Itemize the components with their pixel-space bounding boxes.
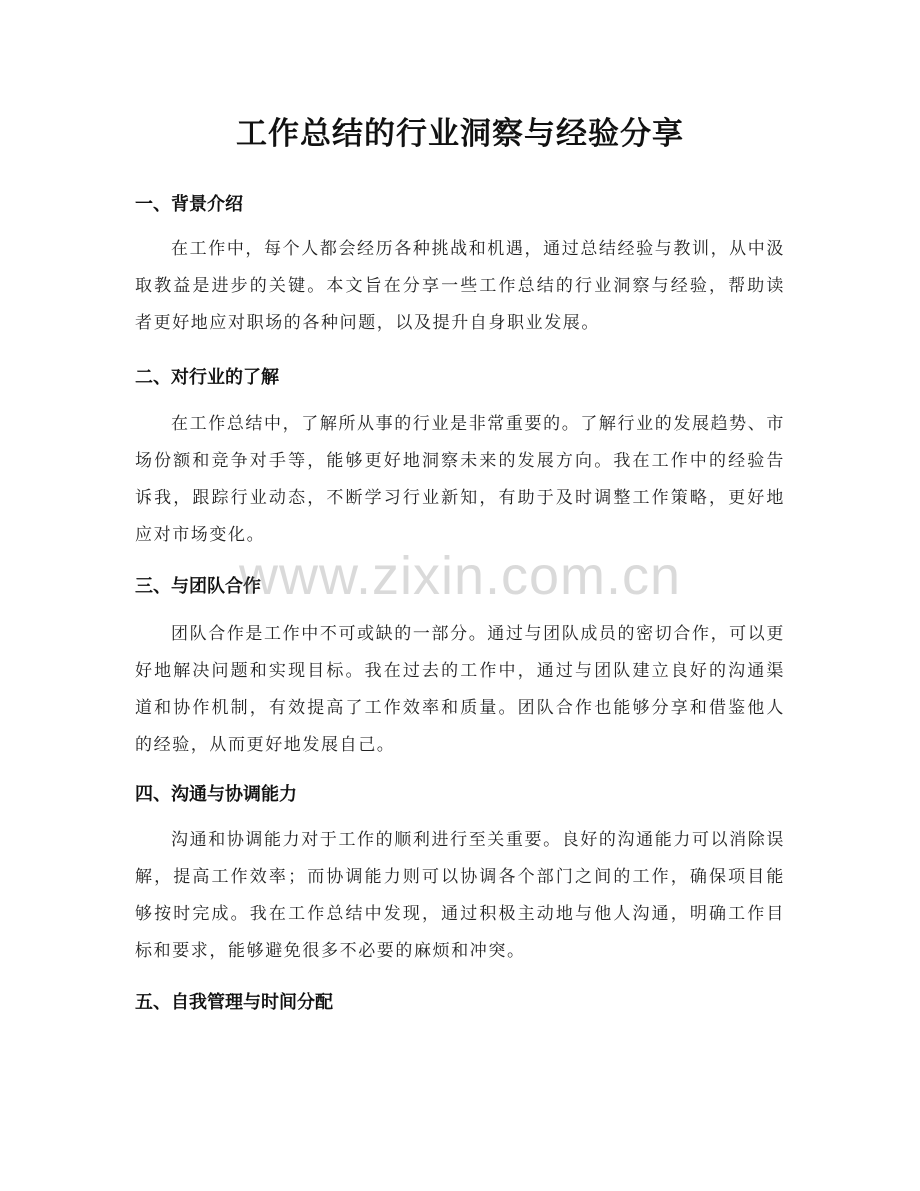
section-heading-self-management: 五、自我管理与时间分配: [135, 992, 333, 1013]
section-paragraph-background: 在工作中，每个人都会经历各种挑战和机遇，通过总结经验与教训，从中汲取教益是进步的关键。本文旨在分享一些工作总结的行业洞察与经验，帮助读者更好地应对职场的各种问题，以及提升自身职业发展。: [135, 239, 785, 333]
section-paragraph-communication: 沟通和协调能力对于工作的顺利进行至关重要。良好的沟通能力可以消除误解，提高工作效率；而协调能力则可以协调各个部门之间的工作，确保项目能够按时完成。我在工作总结中发现，通过积极主动地与他人沟通，明确工作目标和要求，能够避免很多不必要的麻烦和冲突。: [135, 830, 785, 961]
section-heading-background: 一、背景介绍: [135, 194, 243, 215]
section-paragraph-industry: 在工作总结中，了解所从事的行业是非常重要的。了解行业的发展趋势、市场份额和竞争对手等，能够更好地洞察未来的发展方向。我在工作中的经验告诉我，跟踪行业动态，不断学习行业新知，有助于及时调整工作策略，更好地应对市场变化。: [135, 414, 785, 545]
section-heading-industry: 二、对行业的了解: [135, 367, 279, 388]
section-heading-communication: 四、沟通与协调能力: [135, 784, 297, 805]
section-paragraph-teamwork: 团队合作是工作中不可或缺的一部分。通过与团队成员的密切合作，可以更好地解决问题和实现目标。我在过去的工作中，通过与团队建立良好的沟通渠道和协作机制，有效提高了工作效率和质量。团队合作也能够分享和借鉴他人的经验，从而更好地发展自己。: [135, 624, 785, 755]
page-title: 工作总结的行业洞察与经验分享: [236, 116, 684, 152]
section-heading-teamwork: 三、与团队合作: [135, 576, 261, 597]
watermark: www.zixin.com.cn: [238, 546, 682, 606]
